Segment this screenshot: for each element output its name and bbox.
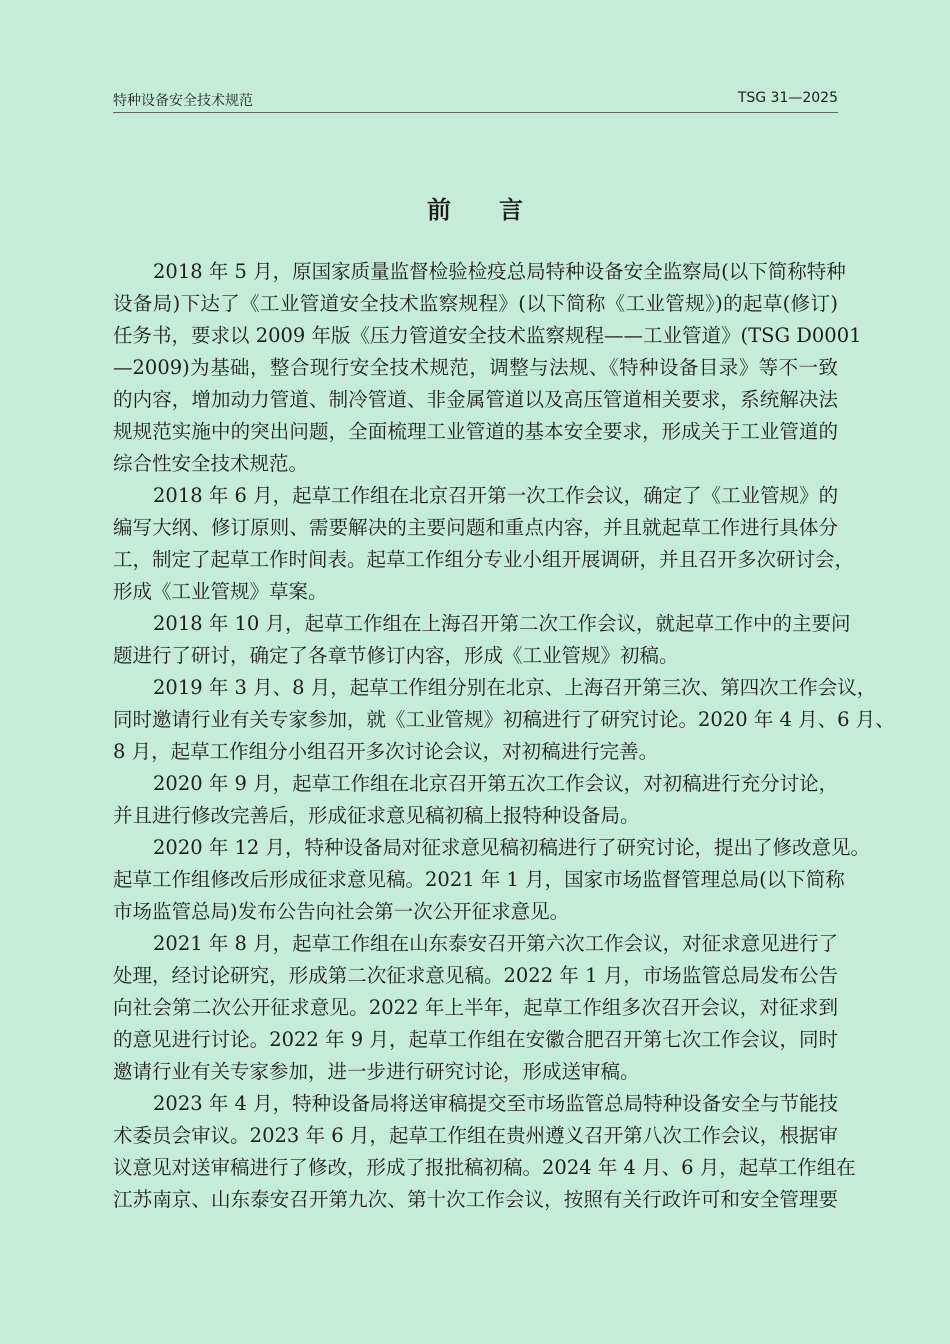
text-line: 2020 年 12 月，特种设备局对征求意见稿初稿进行了研究讨论，提出了修改意见。	[153, 836, 871, 859]
paragraph	[113, 928, 838, 1088]
paragraph	[113, 480, 855, 608]
text-line: 同时邀请行业有关专家参加，就《工业管规》初稿进行了研究讨论。2020 年 4 月、6 月、	[113, 708, 895, 731]
text-line: 术委员会审议。2023 年 6 月，起草工作组在贵州遵义召开第八次工作会议，根据审	[113, 1124, 838, 1147]
paragraph	[113, 832, 871, 928]
text-line: 议意见对送审稿进行了修改，形成了报批稿初稿。2024 年 4 月、6 月，起草工作组在	[113, 1156, 856, 1179]
text-line: 规规范实施中的突出问题，全面梳理工业管道的基本安全要求，形成关于工业管道的	[113, 420, 838, 443]
header-spec-code: TSG 31—2025	[737, 90, 838, 106]
text-line: 工，制定了起草工作时间表。起草工作组分专业小组开展调研，并且召开多次研讨会，	[113, 548, 855, 571]
document-body	[113, 256, 895, 1216]
text-line: 并且进行修改完善后，形成征求意见稿初稿上报特种设备局。	[113, 804, 640, 827]
text-line: 编写大纲、修订原则、需要解决的主要问题和重点内容，并且就起草工作进行具体分	[113, 516, 838, 539]
text-line: 市场监管总局)发布公告向社会第一次公开征求意见。	[113, 900, 570, 923]
paragraph	[113, 768, 838, 832]
text-line: 邀请行业有关专家参加，进一步进行研究讨论，形成送审稿。	[113, 1060, 640, 1083]
text-line: 综合性安全技术规范。	[113, 452, 309, 475]
text-line: 2018 年 6 月，起草工作组在北京召开第一次工作会议，确定了《工业管规》的	[153, 484, 839, 507]
text-line: 的意见进行讨论。2022 年 9 月，起草工作组在安徽合肥召开第七次工作会议，同时	[113, 1028, 838, 1051]
text-line: 2018 年 5 月，原国家质量监督检验检疫总局特种设备安全监察局(以下简称特种	[153, 260, 846, 283]
text-line: 设备局)下达了《工业管道安全技术监察规程》(以下简称《工业管规》)的起草(修订)	[113, 292, 838, 315]
text-line: 2021 年 8 月，起草工作组在山东泰安召开第六次工作会议，对征求意见进行了	[153, 932, 839, 955]
paragraph	[113, 1088, 856, 1216]
text-line: —2009)为基础，整合现行安全技术规范，调整与法规、《特种设备目录》等不一致	[113, 356, 838, 379]
text-line: 任务书，要求以 2009 年版《压力管道安全技术监察规程——工业管道》(TSG D0001	[113, 324, 862, 347]
text-line: 处理，经讨论研究，形成第二次征求意见稿。2022 年 1 月，市场监管总局发布公告	[113, 964, 838, 987]
text-line: 2019 年 3 月、8 月，起草工作组分别在北京、上海召开第三次、第四次工作会议，	[153, 676, 877, 699]
paragraph	[113, 672, 895, 768]
text-line: 的内容，增加动力管道、制冷管道、非金属管道以及高压管道相关要求，系统解决法	[113, 388, 838, 411]
paragraph	[113, 256, 862, 480]
text-line: 2020 年 9 月，起草工作组在北京召开第五次工作会议，对初稿进行充分讨论，	[153, 772, 839, 795]
text-line: 起草工作组修改后形成征求意见稿。2021 年 1 月，国家市场监督管理总局(以下简称	[113, 868, 845, 891]
text-line: 向社会第二次公开征求意见。2022 年上半年，起草工作组多次召开会议，对征求到	[113, 996, 838, 1019]
text-line: 题进行了研讨，确定了各章节修订内容，形成《工业管规》初稿。	[113, 644, 679, 667]
paragraph	[113, 608, 851, 672]
text-line: 2018 年 10 月，起草工作组在上海召开第二次工作会议，就起草工作中的主要问	[153, 612, 851, 635]
text-line: 江苏南京、山东泰安召开第九次、第十次工作会议，按照有关行政许可和安全管理要	[113, 1188, 838, 1211]
page-title: 前言	[427, 195, 571, 224]
text-line: 2023 年 4 月，特种设备局将送审稿提交至市场监管总局特种设备安全与节能技	[153, 1092, 839, 1115]
text-line: 形成《工业管规》草案。	[113, 580, 328, 603]
header-spec-category: 特种设备安全技术规范	[113, 93, 253, 109]
running-header	[113, 90, 838, 113]
text-line: 8 月，起草工作组分小组召开多次讨论会议，对初稿进行完善。	[113, 740, 659, 763]
